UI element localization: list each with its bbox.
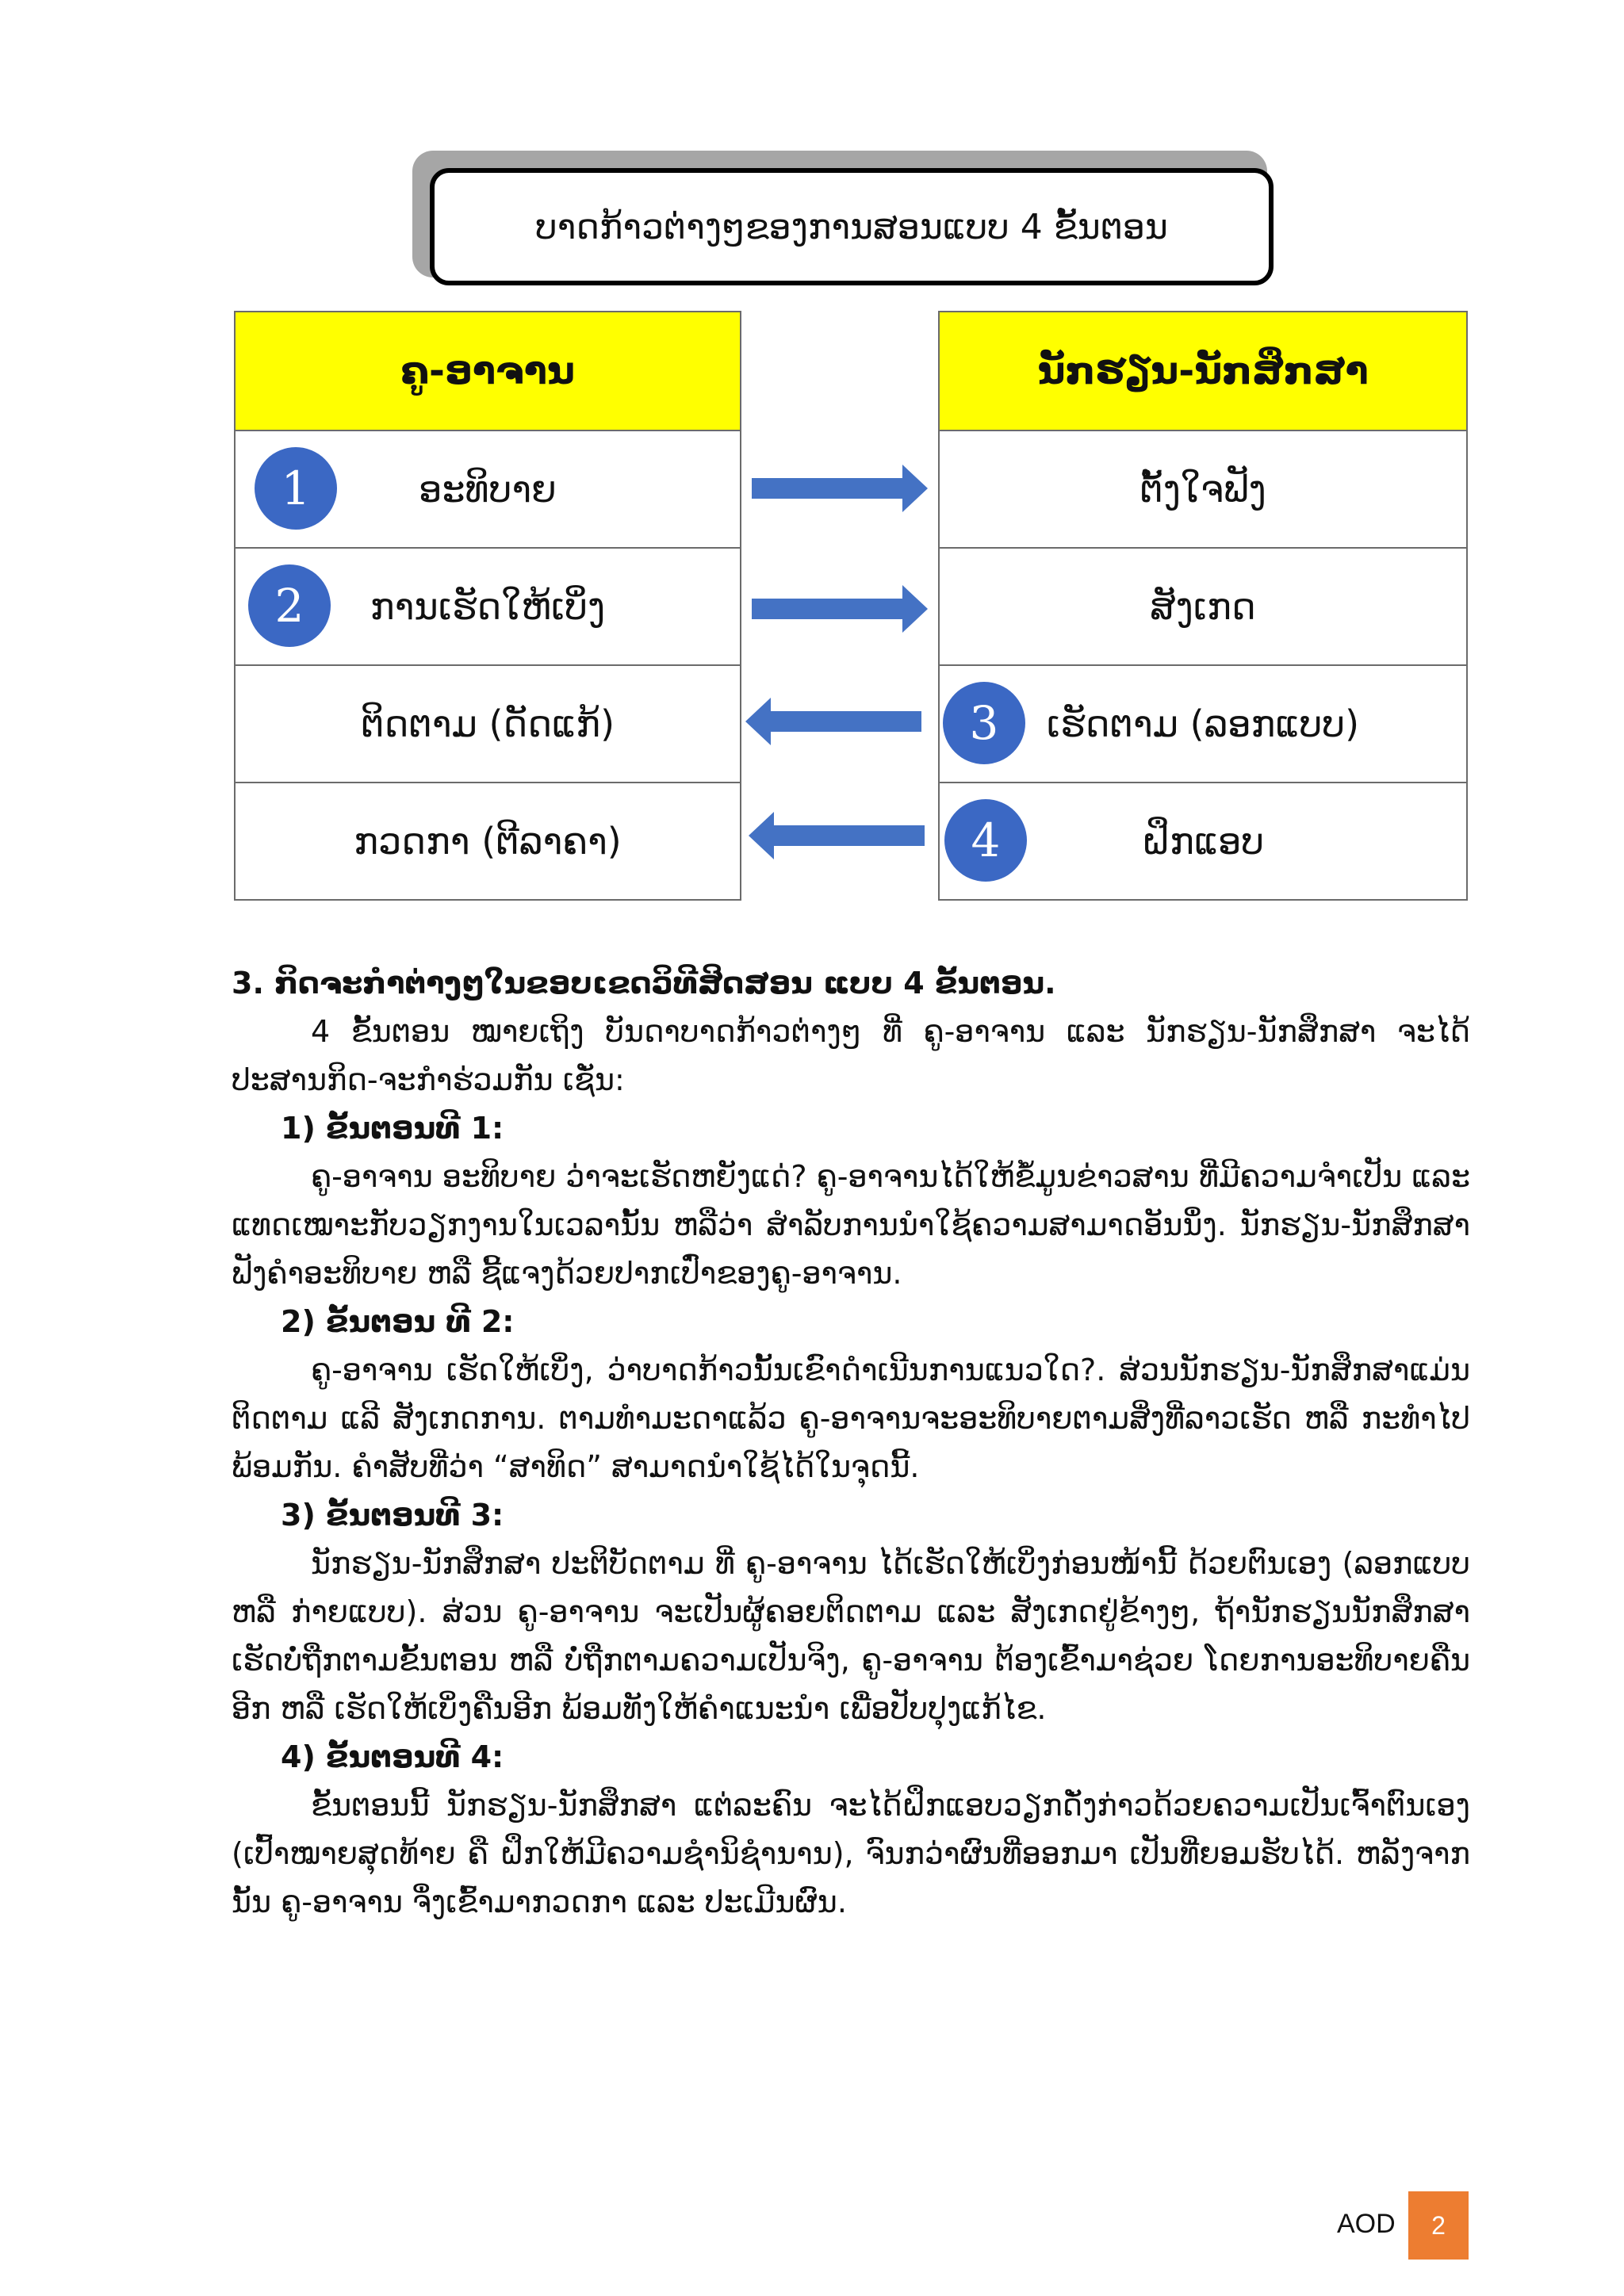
section-intro: 4 ຂັ້ນຕອນ ໝາຍເຖິງ ບັນດາບາດກ້າວຕ່າງໆ ທີ່ ຄູ-ອາຈານ ແລະ ນັກຮຽນ-ນັກສຶກສາ ຈະໄດ້ປະສານກິດ-ຈະກຳຮ່ວມກັນ ເຊັ່ນ: [232,1014,1470,1097]
step-number-badge: 3 [943,682,1025,764]
teacher-cell-label: ອະທິບາຍ [419,468,557,511]
step-number-badge: 4 [944,799,1027,882]
arrow-left-icon [745,698,921,745]
student-cell-label: ສັງເກດ [1150,585,1256,628]
student-cell-1 [940,430,1466,547]
step-heading: 3) ຂັ້ນຕອນທີ 3: [281,1498,504,1533]
student-cell-2 [940,547,1466,664]
step-heading: 2) ຂັ້ນຕອນ ທີ 2: [281,1304,515,1339]
arrow-left-icon [749,812,925,859]
section-body [232,959,1470,1927]
teacher-header-cell [236,312,740,430]
student-cell-label: ຝຶກແອບ [1141,820,1265,863]
student-cell-3 [940,664,1466,782]
student-cell-label: ຕັ້ງໃຈຟັງ [1139,468,1266,511]
student-column [938,311,1468,901]
arrow-right-icon [752,465,928,512]
step-paragraph: ນັກຮຽນ-ນັກສຶກສາ ປະຕິບັດຕາມ ທີ່ ຄູ-ອາຈານ ໄດ້ເຮັດໃຫ້ເບິ່ງກ່ອນໜ້ານີ້ ດ້ວຍຕົນເອງ (ລອກແບບ ຫລື ກ່າຍແບບ). ສ່ວນ ຄູ-ອາຈານ ຈະເປັນຜູ້ຄອຍຕິດຕາມ ແລະ ສັງເກດຢູ່ຂ້າງໆ, ຖ້ານັກຮຽນນັກສຶກສາ ເຮັດບໍ່ຖືກຕາມຂັ້ນຕອນ ຫລື ບໍ່ຖືກຕາມຄວາມເປັນຈິງ, ຄູ-ອາຈານ ຕ້ອງເຂົ້າມາຊ່ວຍ ໂດຍການອະທິບາຍຄືນອີກ ຫລື ເຮັດໃຫ້ເບິ່ງຄືນອີກ ພ້ອມທັງໃຫ້ຄຳແນະນຳ ເພື່ອປັບປຸງແກ້ໄຂ. [232,1546,1470,1726]
teacher-header: ຄູ-ອາຈານ [400,349,575,393]
student-cell-label: ເຮັດຕາມ (ລອກແບບ) [1046,702,1360,745]
step-heading: 1) ຂັ້ນຕອນທີ 1: [281,1111,504,1146]
student-header-cell [940,312,1466,430]
teacher-cell-1 [236,430,740,547]
step-number-badge: 2 [248,564,331,647]
footer-label: AOD [1337,2209,1396,2239]
teacher-cell-4 [236,782,740,899]
diagram-title: ບາດກ້າວຕ່າງໆຂອງການສອນແບບ 4 ຂັ້ນຕອນ [535,206,1168,247]
step-paragraph: ຄູ-ອາຈານ ອະທິບາຍ ວ່າຈະເຮັດຫຍັງແດ່? ຄູ-ອາຈານໄດ້ໃຫ້ຂໍ້ມູນຂ່າວສານ ທີ່ມີຄວາມຈຳເປັນ ແລະ ແທດເໝາະກັບວຽກງານໃນເວລານັ້ນ ຫລືວ່າ ສຳລັບການນຳໃຊ້ຄວາມສາມາດອັນນຶ່ງ. ນັກຮຽນ-ນັກສຶກສາ ຟັງຄຳອະທິບາຍ ຫລື ຊີ້ແຈງດ້ວຍປາກເປົ່າຂອງຄູ-ອາຈານ. [232,1159,1470,1291]
teacher-cell-label: ກວດກາ (ຕີລາຄາ) [354,820,622,863]
step-paragraph: ຄູ-ອາຈານ ເຮັດໃຫ້ເບິ່ງ, ວ່າບາດກ້າວນັ້ນເຂົາດຳເນີນການແນວໃດ?. ສ່ວນນັກຮຽນ-ນັກສຶກສາແມ່ນຕິດຕາມ ແລີ ສັງເກດການ. ຕາມທຳມະດາແລ້ວ ຄູ-ອາຈານຈະອະທິບາຍຕາມສິ່ງທີ່ລາວເຮັດ ຫລື ກະທຳໄປພ້ອມກັນ. ຄຳສັບທີ່ວ່າ “ສາທິດ” ສາມາດນຳໃຊ້ໄດ້ໃນຈຸດນີ້. [232,1353,1470,1484]
step-paragraph: ຂັ້ນຕອນນີ້ ນັກຮຽນ-ນັກສຶກສາ ແຕ່ລະຄົນ ຈະໄດ້ຝຶກແອບວຽກດັ່ງກ່າວດ້ວຍຄວາມເປັນເຈົ້າຕົນເອງ (ເປົ້າໝາຍສຸດທ້າຍ ຄື ຝຶກໃຫ້ມີຄວາມຊຳນິຊຳນານ), ຈົນກວ່າຜົນທີ່ອອກມາ ເປັນທີ່ຍອມຮັບໄດ້. ຫລັງຈາກນັ້ນ ຄູ-ອາຈານ ຈຶ່ງເຂົ້າມາກວດກາ ແລະ ປະເມີນຜົນ. [232,1788,1470,1919]
teacher-cell-2 [236,547,740,664]
student-cell-4 [940,782,1466,899]
diagram-title-box [430,168,1274,285]
step-number-badge: 1 [255,447,337,530]
page-number-badge [1408,2191,1469,2260]
page-number: 2 [1431,2210,1446,2240]
section-heading: 3. ກິດຈະກຳຕ່າງໆໃນຂອບເຂດວິທີສິດສອນ ແບບ 4 ຂັ້ນຕອນ. [232,966,1056,1001]
teacher-cell-label: ຕິດຕາມ (ດັດແກ້) [360,702,615,745]
student-header: ນັກຮຽນ-ນັກສຶກສາ [1037,349,1369,393]
teacher-cell-3 [236,664,740,782]
teacher-column [234,311,741,901]
step-heading: 4) ຂັ້ນຕອນທີ 4: [281,1739,504,1774]
teacher-cell-label: ການເຮັດໃຫ້ເບິ່ງ [370,585,606,628]
arrow-right-icon [752,585,928,633]
